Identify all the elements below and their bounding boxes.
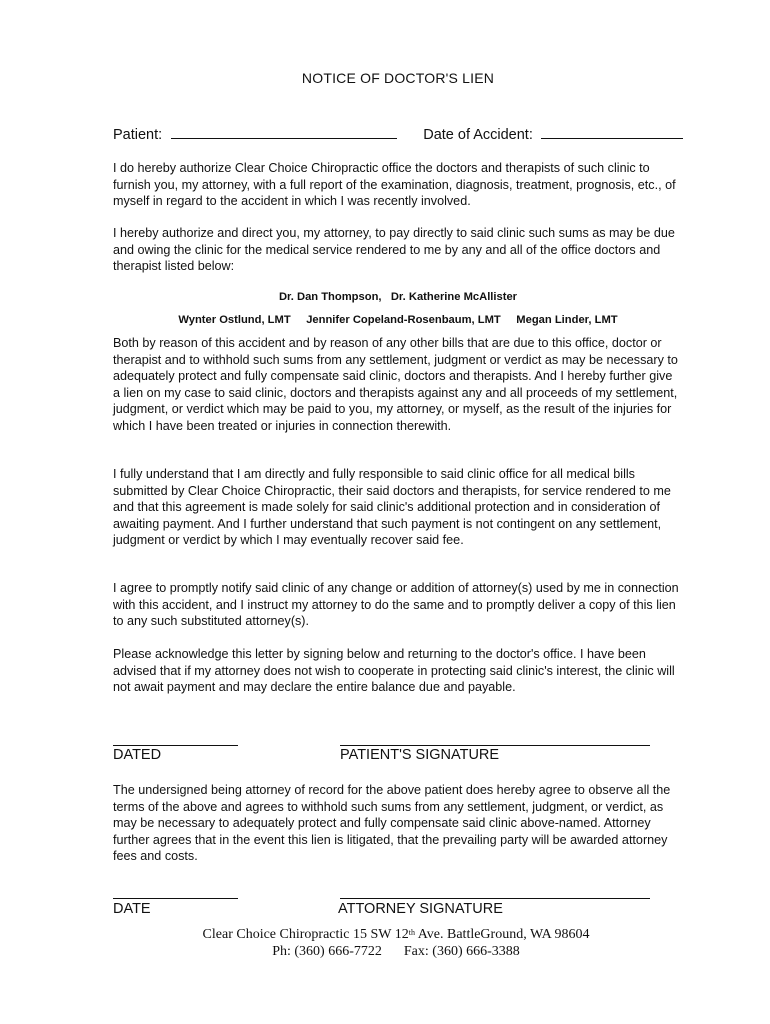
patient-label: Patient: [113, 127, 163, 143]
document-title: NOTICE OF DOCTOR'S LIEN [301, 70, 495, 86]
address-part-1: Clear Choice Chiropractic 15 SW 12 [202, 927, 409, 942]
attorney-signature-line[interactable] [340, 898, 650, 899]
acknowledge-paragraph: Please acknowledge this letter by signing below and returning to the doctor's office. I have been advised that if my attorney does not wish to cooperate in protecting said clinic's interest, the clinic will not await payment and may declare the entire balance due and payable. [113, 647, 675, 695]
clinic-phone: Ph: (360) 666-7722 [272, 944, 382, 959]
date-of-accident-label: Date of Accident: [423, 127, 533, 143]
dated-label: DATED [113, 747, 162, 763]
patient-signature-line[interactable] [340, 745, 650, 746]
patient-info-row [113, 124, 683, 143]
notify-paragraph: I agree to promptly notify said clinic of any change or addition of attorney(s) used by me in connection with this accident, and I instruct my attorney to do the same and to promptly deliver a copy of this lien to any such substituted attorney(s). [113, 581, 679, 629]
attorney-signature-label: ATTORNEY SIGNATURE [338, 901, 503, 917]
address-part-2: Ave. BattleGround, WA 98604 [414, 927, 590, 942]
clinic-contact [113, 943, 679, 960]
patient-signature-label: PATIENT'S SIGNATURE [340, 747, 500, 763]
lien-paragraph: Both by reason of this accident and by reason of any other bills that are due to this office, doctor or therapist and to withhold such sums from any settlement, judgment or verdict as may be necessary to adequately protect and fully compensate said clinic, doctors and therapists. And I hereby further give a lien on my case to said clinic, doctors and therapists against any and all proceeds of my settlement, judgment, or verdict which may be paid to you, my attorney, or myself, as the result of the injuries for which I have been treated or injuries in connection therewith. [113, 336, 678, 433]
responsibility-paragraph: I fully understand that I am directly and fully responsible to said clinic office for all medical bills submitted by Clear Choice Chiropractic, their said doctors and therapists, for service rendered to me and that this agreement is made solely for said clinic's additional protection and in consideration of awaiting payment. And I further understand that such payment is not contingent on any settlement, judgment or verdict by which I may eventually recover said fee. [113, 467, 671, 548]
attorney-agreement-paragraph: The undersigned being attorney of record for the above patient does hereby agree to observe all the terms of the above and agrees to withhold such sums from any settlement, judgment, or verdict, as may be necessary to adequately protect and fully compensate said clinic above-named. Attorney further agrees that in the event this lien is litigated, that the prevailing party will be awarded attorney fees and costs. [113, 783, 671, 864]
payment-direction-paragraph: I hereby authorize and direct you, my attorney, to pay directly to said clinic such sums as may be due and owing the clinic for the medical service rendered to me by any and all of the office doctors and therapist listed below: [113, 226, 675, 274]
clinic-address [113, 926, 679, 943]
patient-name-blank[interactable] [171, 124, 397, 139]
dated-signature-line[interactable] [113, 745, 238, 746]
date-signature-line[interactable] [113, 898, 238, 899]
clinic-fax: Fax: (360) 666-3388 [403, 944, 520, 959]
date-of-accident-blank[interactable] [541, 124, 683, 139]
doctors-line-1: Dr. Dan Thompson, Dr. Katherine McAllister [278, 291, 518, 303]
authorization-paragraph: I do hereby authorize Clear Choice Chiropractic office the doctors and therapists of such clinic to furnish you, my attorney, with a full report of the examination, diagnosis, treatment, prognosis, etc., of myself in regard to the accident in which I was recently involved. [113, 161, 676, 209]
date-label: DATE [113, 901, 151, 917]
address-superscript: th [408, 928, 415, 937]
doctors-line-2: Wynter Ostlund, LMT Jennifer Copeland-Rosenbaum, LMT Megan Linder, LMT [178, 314, 618, 326]
